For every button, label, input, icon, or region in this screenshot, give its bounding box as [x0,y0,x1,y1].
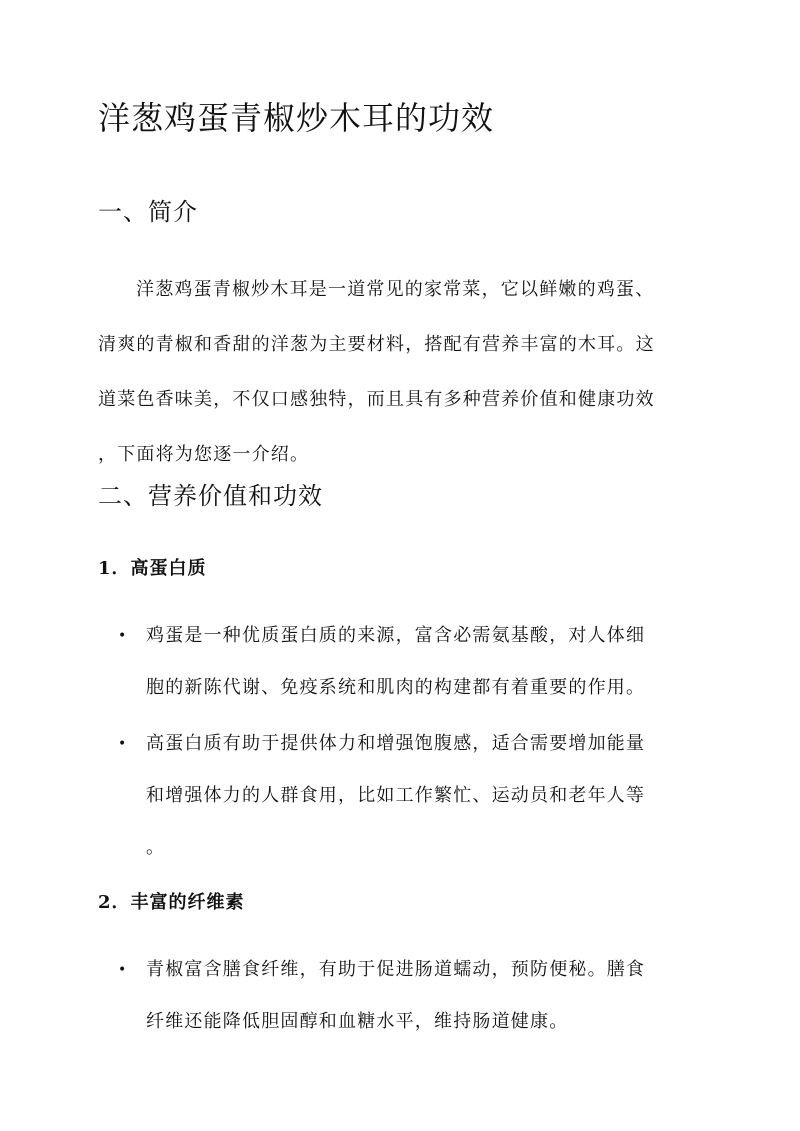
subheading-fiber: 2．丰富的纤维素 [98,892,245,913]
intro-paragraph [98,262,704,482]
paragraph-line: ，下面将为您逐一介绍。 [98,444,310,465]
paragraph-line: 洋葱鸡蛋青椒炒木耳是一道常见的家常菜，它以鲜嫩的鸡蛋、 [136,279,655,300]
list-item-text [118,944,698,1048]
list-item [118,610,698,714]
list-item-text [118,718,698,874]
bullet-icon: • [118,736,128,752]
list-item-line: 和增强体力的人群食用，比如工作繁忙、运动员和老年人等 [146,785,646,806]
paragraph-line: 清爽的青椒和香甜的洋葱为主要材料，搭配有营养丰富的木耳。这 [98,334,655,355]
list-item-line: 。 [146,837,166,858]
list-item-line: 高蛋白质有助于提供体力和增强饱腹感，适合需要增加能量 [146,733,646,754]
list-item [118,944,698,1048]
bullet-icon: • [118,628,128,644]
list-item-line: 鸡蛋是一种优质蛋白质的来源，富含必需氨基酸，对人体细 [146,625,646,646]
list-item [118,718,698,874]
list-item-line: 青椒富含膳食纤维，有助于促进肠道蠕动，预防便秘。膳食 [146,959,646,980]
section-heading-nutrition: 二、营养价值和功效 [98,482,323,510]
subheading-protein: 1．高蛋白质 [98,558,207,579]
document-title: 洋葱鸡蛋青椒炒木耳的功效 [98,99,495,137]
section-heading-intro: 一、简介 [98,198,198,226]
bullet-icon: • [118,962,128,978]
list-item-line: 胞的新陈代谢、免疫系统和肌肉的构建都有着重要的作用。 [146,677,646,698]
list-item-text [118,610,698,714]
list-item-line: 纤维还能降低胆固醇和血糖水平，维持肠道健康。 [146,1011,569,1032]
paragraph-line: 道菜色香味美，不仅口感独特，而且具有多种营养价值和健康功效 [98,389,655,410]
